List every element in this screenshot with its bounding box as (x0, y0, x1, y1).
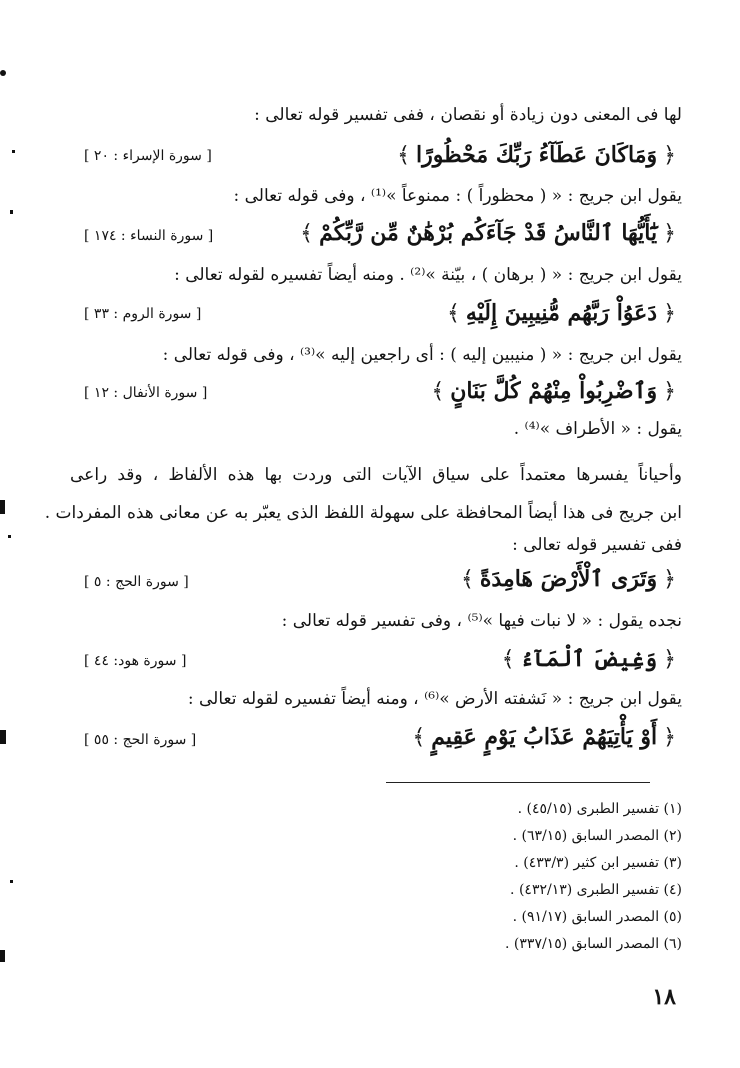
scan-mark (0, 70, 6, 76)
ornament-close: ﴾ (446, 301, 460, 326)
scan-mark (0, 500, 5, 514)
ornament-open: ﴿ (663, 567, 676, 592)
ornament-open: ﴿ (663, 221, 676, 246)
verse-text: أَوْ يَأْتِيَهُمْ عَذَابُ يَوْمٍ عَقِيمٍ (431, 724, 658, 750)
footnote: (٣) تفسير ابن كثير (٤٣٣/٣) . (514, 855, 682, 871)
quran-verse (322, 374, 682, 409)
quran-verse (322, 562, 682, 597)
ornament-close: ﴾ (397, 143, 411, 168)
body-line: ففى تفسير قوله تعالى : (512, 535, 682, 555)
body-line: يقول ابن جريج : « ( محظوراً ) : ممنوعاً »⁽¹⁾ ، وفى قوله تعالى : (233, 186, 682, 206)
surah-reference: [ سورة الأنفال : ١٢ ] (84, 385, 208, 401)
scan-mark (10, 210, 13, 214)
body-line: لها فى المعنى دون زيادة أو نقصان ، ففى تفسير قوله تعالى : (254, 105, 682, 125)
body-line: وأحياناً يفسرها معتمداً على سياق الآيات التى وردت بها هذه الألفاظ ، وقد راعى (70, 465, 682, 485)
footnote: (٥) المصدر السابق (٩١/١٧) . (512, 909, 682, 925)
scan-mark (0, 730, 6, 744)
surah-reference: [ سورة الروم : ٣٣ ] (84, 306, 202, 322)
scan-mark (0, 950, 5, 962)
verse-text: وَٱضْرِبُواْ مِنْهُمْ كُلَّ بَنَانٍ (450, 378, 658, 404)
footnote: (٤) تفسير الطبرى (٤٣٢/١٣) . (510, 882, 682, 898)
ornament-open: ﴿ (663, 143, 676, 168)
scan-mark (8, 535, 11, 538)
verse-text: يَٰٓأَيُّهَا ٱلنَّاسُ قَدْ جَآءَكُم بُرْهَٰنٌ مِّن رَّبِّكُمْ (319, 220, 658, 246)
body-line: يقول ابن جريج : « نَشفته الأرض »⁽⁶⁾ ، ومنه أيضاً تفسيره لقوله تعالى : (187, 689, 682, 709)
ornament-open: ﴿ (663, 379, 676, 404)
quran-verse (302, 720, 682, 755)
ornament-open: ﴿ (663, 725, 676, 750)
scan-mark (10, 880, 13, 883)
ornament-close: ﴾ (412, 725, 426, 750)
quran-verse (272, 216, 682, 251)
scan-mark (12, 150, 15, 153)
page-number: ١٨ (652, 984, 676, 1010)
quran-verse (322, 642, 682, 677)
body-line: نجده يقول : « لا نبات فيها »⁽⁵⁾ ، وفى تفسير قوله تعالى : (281, 611, 682, 631)
quran-verse (322, 296, 682, 331)
body-line: يقول ابن جريج : « ( منيبين إليه ) : أى راجعين إليه »⁽³⁾ ، وفى قوله تعالى : (162, 345, 682, 365)
ornament-open: ﴿ (663, 301, 676, 326)
footnote: (٢) المصدر السابق (٦٣/١٥) . (512, 828, 682, 844)
verse-text: وَغِيضَ ٱلْمَآءُ (520, 646, 658, 672)
surah-reference: [ سورة هود: ٤٤ ] (84, 653, 187, 669)
verse-text: وَمَاكَانَ عَطَآءُ رَبِّكَ مَحْظُورًا (416, 142, 658, 168)
surah-reference: [ سورة الحج : ٥ ] (84, 574, 189, 590)
body-line: يقول ابن جريج : « ( برهان ) ، بيّنة »⁽²⁾ . ومنه أيضاً تفسيره لقوله تعالى : (174, 265, 682, 285)
surah-reference: [ سورة النساء : ١٧٤ ] (84, 228, 214, 244)
quran-verse (322, 138, 682, 173)
verse-text: وَتَرَى ٱلْأَرْضَ هَامِدَةً (479, 566, 658, 592)
surah-reference: [ سورة الحج : ٥٥ ] (84, 732, 197, 748)
body-line: ابن جريج فى هذا أيضاً المحافظة على سهولة اللفظ الذى يعبّر به عن معانى هذه المفردات . (44, 503, 682, 523)
body-line: يقول : « الأطراف »⁽⁴⁾ . (513, 419, 682, 439)
ornament-close: ﴾ (501, 647, 515, 672)
ornament-close: ﴾ (300, 221, 314, 246)
surah-reference: [ سورة الإسراء : ٢٠ ] (84, 148, 212, 164)
ornament-close: ﴾ (460, 567, 474, 592)
ornament-open: ﴿ (663, 647, 676, 672)
footnote-separator (386, 782, 650, 783)
verse-text: دَعَوُاْ رَبَّهُم مُّنِيبِينَ إِلَيْهِ (465, 300, 658, 326)
footnote: (٦) المصدر السابق (٣٣٧/١٥) . (505, 936, 682, 952)
footnote: (١) تفسير الطبرى (٤٥/١٥) . (517, 801, 682, 817)
ornament-close: ﴾ (431, 379, 445, 404)
